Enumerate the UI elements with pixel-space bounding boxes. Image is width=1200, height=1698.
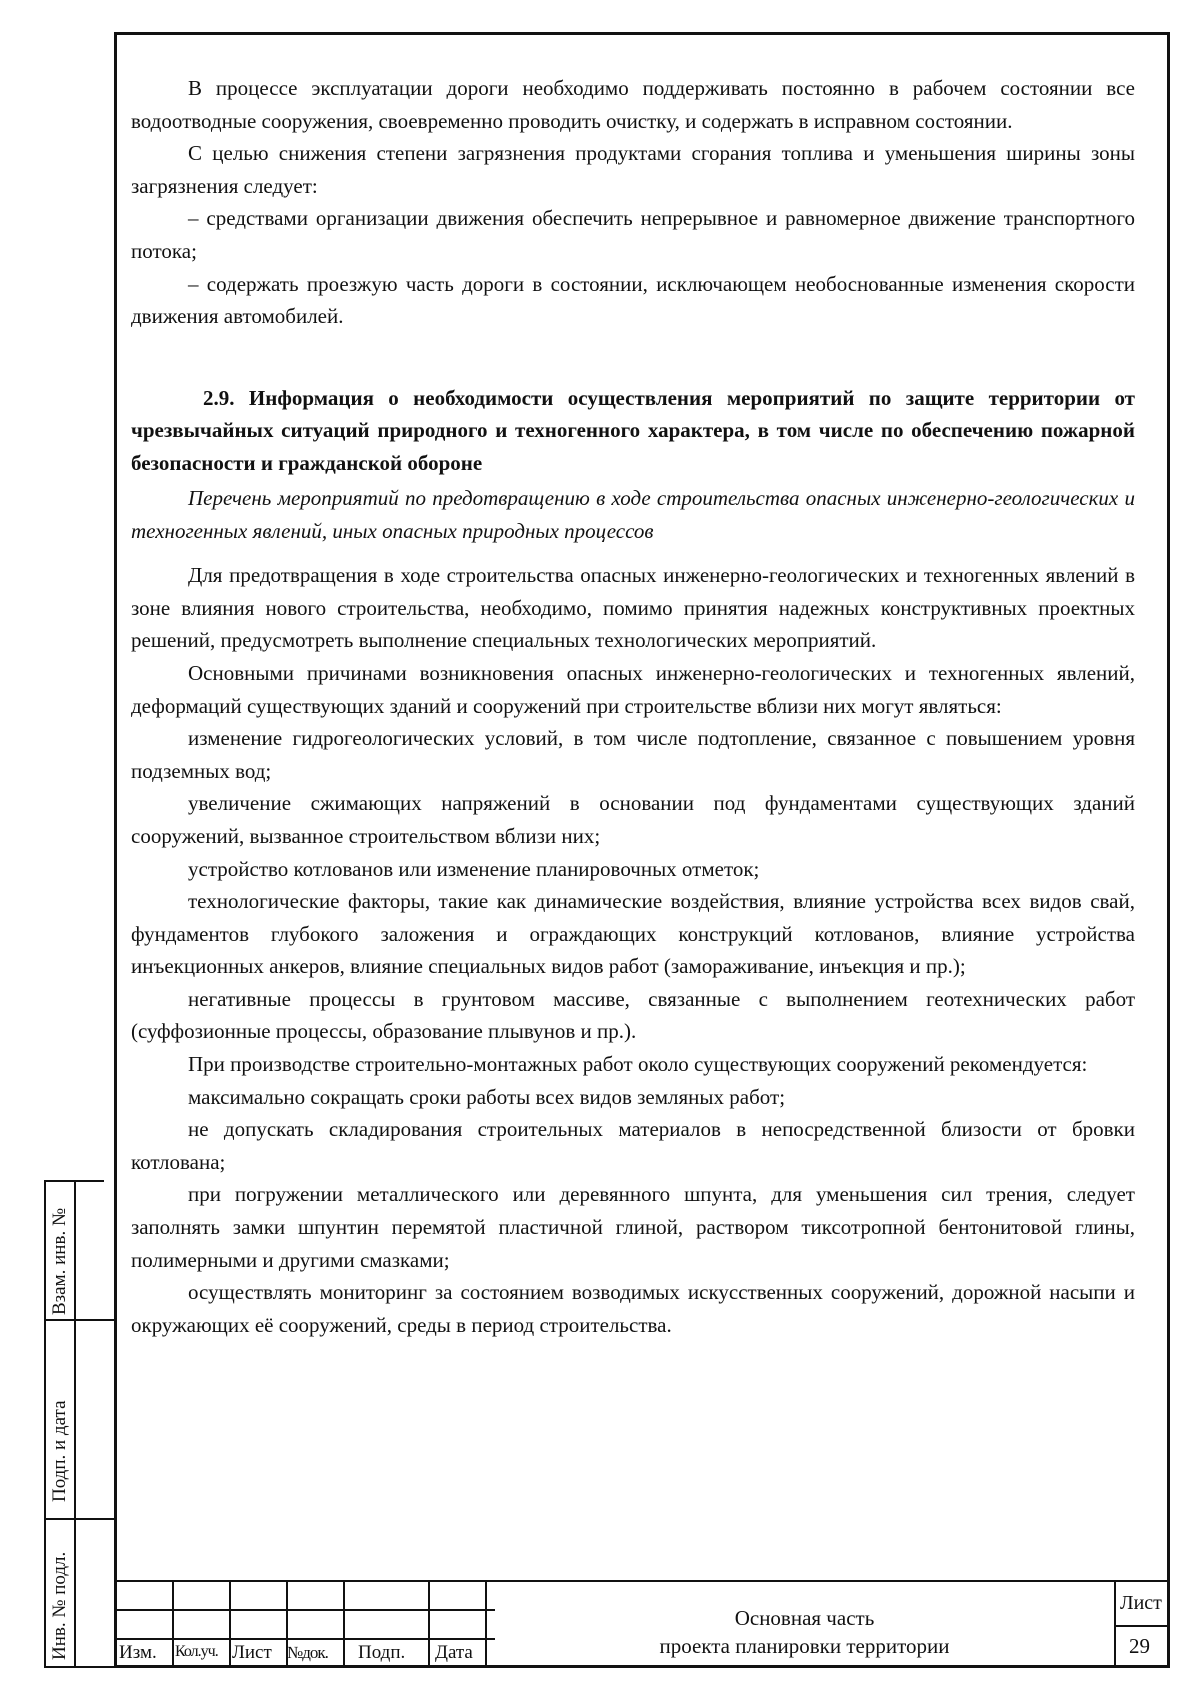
sheet-number: 29 xyxy=(1129,1634,1150,1658)
stamp-line xyxy=(428,1580,430,1668)
list-item: негативные процессы в грунтовом массиве, связанные с выполнением геотехнических работ (суффозионные процессы, образование плывунов и пр.). xyxy=(131,986,1135,1044)
paragraph: С целью снижения степени загрязнения продуктами сгорания топлива и уменьшения ширины зоны загрязнения следует: xyxy=(131,141,1135,198)
side-label-podp: Подп. и дата xyxy=(49,1400,70,1502)
sheet-label: Лист xyxy=(1120,1592,1162,1614)
document-body xyxy=(131,72,1135,1341)
stamp-line xyxy=(229,1580,231,1668)
side-stamp-line xyxy=(44,1666,114,1668)
title-block xyxy=(114,1580,1170,1668)
side-stamp xyxy=(44,1180,114,1668)
list-item: изменение гидрогеологических условий, в том числе подтопление, связанное с повышением уровня подземных вод; xyxy=(131,726,1135,783)
stamp-label-list: Лист xyxy=(232,1642,272,1663)
paragraph: В процессе эксплуатации дороги необходимо поддерживать постоянно в рабочем состоянии все водоотводные сооружения, своевременно проводить очистку, и содержать в исправном состоянии. xyxy=(131,76,1135,133)
side-label-inv: Инв. № подл. xyxy=(49,1551,70,1660)
list-item: не допускать складирования строительных материалов в непосредственной близости от бровки котлована; xyxy=(131,1117,1135,1174)
stamp-line xyxy=(1114,1580,1116,1668)
stamp-line xyxy=(485,1580,487,1668)
paragraph: Основными причинами возникновения опасных инженерно-геологических и техногенных явлений, деформаций существующих зданий и сооружений при строительстве вблизи них могут являться: xyxy=(131,660,1135,718)
section-heading: 2.9. Информация о необходимости осуществления мероприятий по защите территории от чрезвычайных ситуаций природного и техногенного характера, в том числе по обеспечению пожарной безопасности и гражданской обороне xyxy=(131,385,1135,475)
paragraph: Для предотвращения в ходе строительства опасных инженерно-геологических и техногенных явлений в зоне влияния нового строительства, необходимо, помимо принятия надежных конструктивных проектных решений, предусмотреть выполнение специальных технологических мероприятий. xyxy=(131,563,1135,653)
stamp-label-data: Дата xyxy=(435,1642,473,1663)
stamp-label-izm: Изм. xyxy=(119,1642,157,1663)
side-stamp-line xyxy=(44,1518,114,1520)
list-item: максимально сокращать сроки работы всех видов земляных работ; xyxy=(188,1084,786,1109)
list-item: – содержать проезжую часть дороги в состоянии, исключающем необоснованные изменения скорости движения автомобилей. xyxy=(131,271,1135,329)
stamp-line xyxy=(1114,1625,1170,1627)
document-title xyxy=(495,1604,1114,1660)
document-title-line1: Основная часть xyxy=(734,1606,875,1630)
list-item: технологические факторы, такие как динамические воздействия, влияние устройства всех видов свай, фундаментов глубокого заложения и ограждающих конструкций котлованов, влияние устройства инъекционных анкеров, влияние специальных видов работ (замораживание, инъекция и пр.); xyxy=(131,889,1135,979)
side-stamp-line xyxy=(44,1319,114,1321)
subheading: Перечень мероприятий по предотвращению в ходе строительства опасных инженерно-геологических и техногенных явлений, иных опасных природных процессов xyxy=(131,485,1135,543)
list-item: при погружении металлического или деревянного шпунта, для уменьшения сил трения, следует заполнять замки шпунтин перемятой пластичной глиной, раствором тиксотропной бентонитовой глины, полимерными и другими смазками; xyxy=(131,1182,1135,1272)
list-item: увеличение сжимающих напряжений в основании под фундаментами существующих зданий сооружений, вызванное строительством вблизи них; xyxy=(131,791,1135,848)
side-stamp-divider xyxy=(74,1180,76,1668)
paragraph: При производстве строительно-монтажных работ около существующих сооружений рекомендуется: xyxy=(188,1052,1088,1077)
document-title-line2: проекта планировки территории xyxy=(659,1634,950,1658)
stamp-label-podp: Подп. xyxy=(358,1642,406,1663)
side-stamp-border xyxy=(44,1180,46,1668)
list-item: осуществлять мониторинг за состоянием возводимых искусственных сооружений, дорожной насыпи и окружающих её сооружений, среды в период строительства. xyxy=(131,1280,1135,1337)
list-item: – средствами организации движения обеспечить непрерывное и равномерное движение транспортного потока; xyxy=(131,206,1135,263)
stamp-line xyxy=(172,1580,174,1668)
side-stamp-line xyxy=(44,1180,104,1182)
side-label-vzam: Взам. инв. № xyxy=(49,1207,70,1315)
stamp-line xyxy=(343,1580,345,1668)
list-item: устройство котлованов или изменение планировочных отметок; xyxy=(188,856,760,881)
stamp-label-ndok: №док. xyxy=(287,1643,328,1662)
stamp-label-koluch: Кол.уч. xyxy=(175,1643,218,1660)
stamp-line xyxy=(114,1580,1170,1582)
